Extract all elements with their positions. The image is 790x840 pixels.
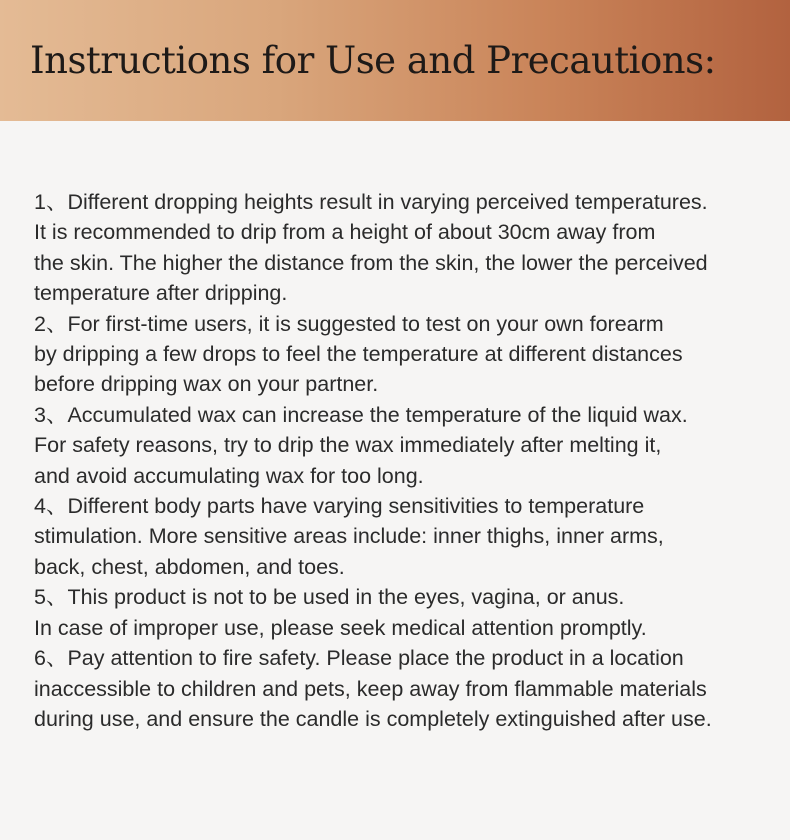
text-line: 3、Accumulated wax can increase the temperature of the liquid wax. — [34, 402, 688, 427]
text-line: It is recommended to drip from a height of about 30cm away from — [34, 220, 656, 245]
text-line: inaccessible to children and pets, keep away from flammable materials — [34, 676, 707, 701]
text-line: 5、This product is not to be used in the eyes, vagina, or anus. — [34, 585, 625, 610]
text-line: back, chest, abdomen, and toes. — [34, 554, 345, 579]
text-line: temperature after dripping. — [34, 281, 288, 306]
text-line: In case of improper use, please seek medical attention promptly. — [34, 615, 647, 640]
text-line: during use, and ensure the candle is completely extinguished after use. — [34, 706, 712, 731]
text-line: the skin. The higher the distance from the skin, the lower the perceived — [34, 250, 708, 275]
text-line: and avoid accumulating wax for too long. — [34, 463, 424, 488]
text-line: 4、Different body parts have varying sensitivities to temperature — [34, 494, 645, 519]
text-line: stimulation. More sensitive areas include: inner thighs, inner arms, — [34, 524, 664, 549]
header-banner — [0, 0, 790, 121]
text-line: For safety reasons, try to drip the wax immediately after melting it, — [34, 433, 662, 458]
text-line: 6、Pay attention to fire safety. Please place the product in a location — [34, 646, 684, 671]
instructions-text — [34, 187, 774, 734]
page-title: Instructions for Use and Precautions: — [30, 39, 716, 82]
text-line: 2、For first-time users, it is suggested to test on your own forearm — [34, 311, 664, 336]
text-line: by dripping a few drops to feel the temperature at different distances — [34, 342, 683, 367]
text-line: 1、Different dropping heights result in varying perceived temperatures. — [34, 190, 708, 214]
text-line: before dripping wax on your partner. — [34, 372, 379, 397]
